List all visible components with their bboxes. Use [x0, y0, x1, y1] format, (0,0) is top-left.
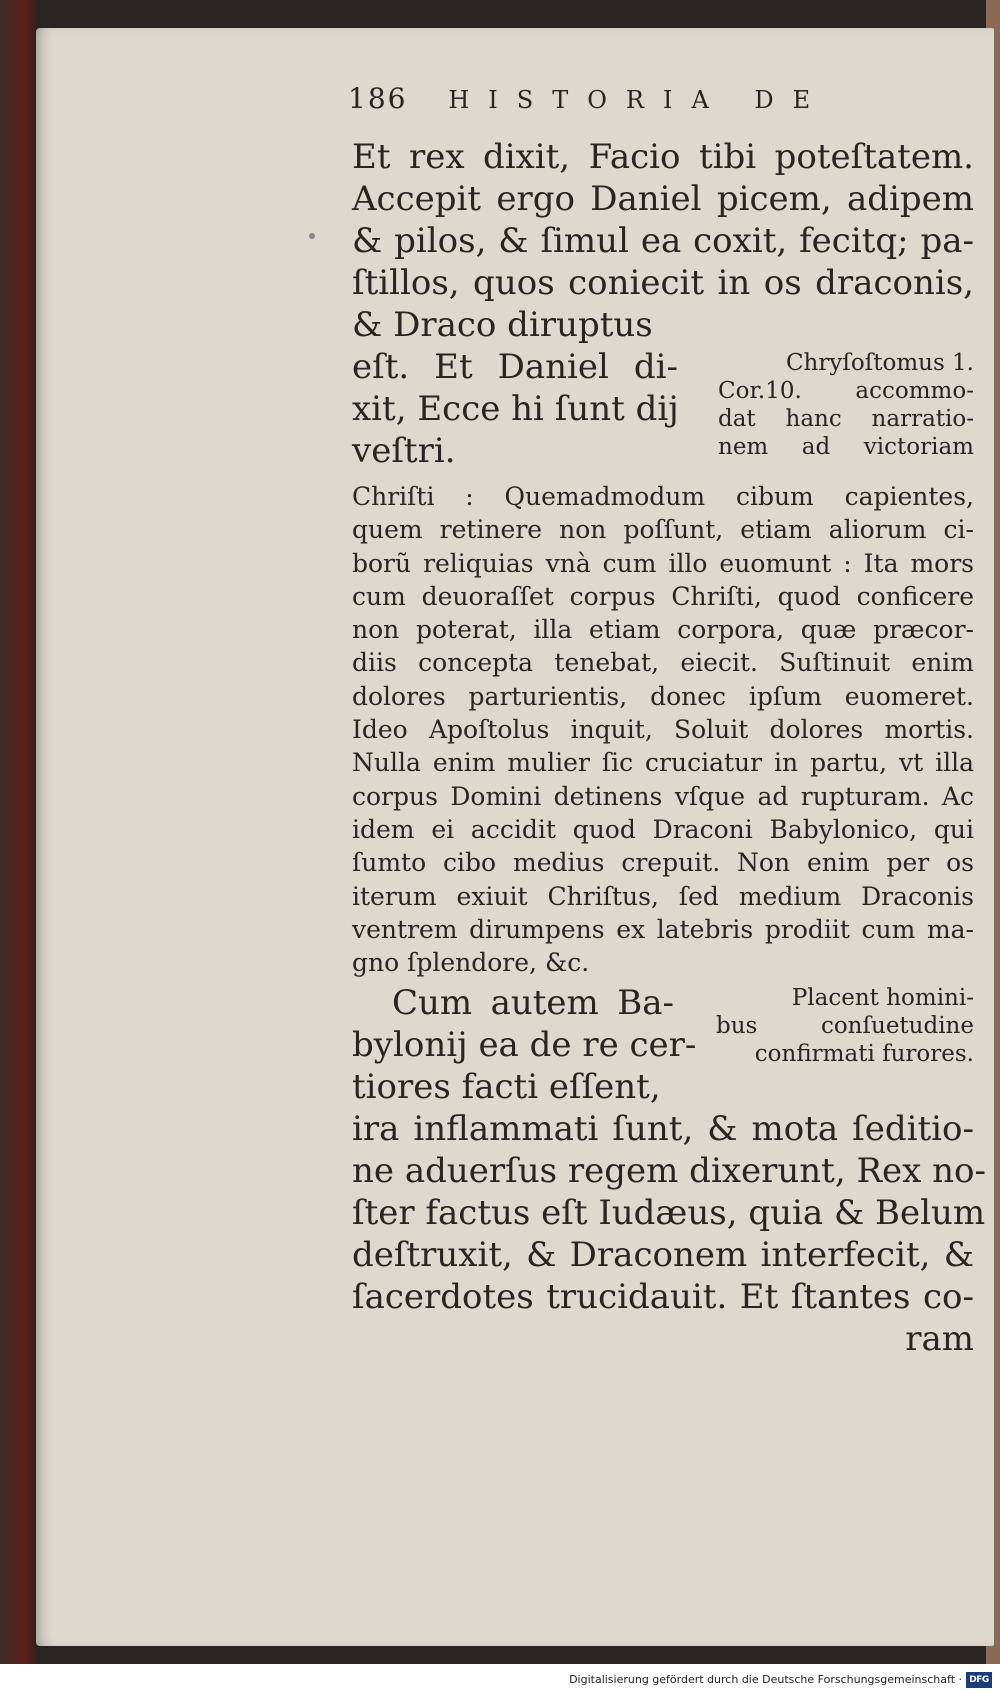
text-line: Et rex dixit, Facio tibi poteſtatem. [352, 137, 974, 177]
text-line: eſt. Et Daniel di- [352, 347, 678, 387]
text-line: deſtruxit, & Draconem interfecit, & [352, 1235, 974, 1275]
note-line: bus conſuetudine [716, 1013, 974, 1039]
text-line: bylonij ea de re cer- [352, 1025, 697, 1065]
paragraph-2 [352, 480, 974, 979]
paragraph-3 [352, 1108, 986, 1360]
text-line: tiores facti eſſent, [352, 1067, 661, 1107]
text-line: iterum exiuit Chriſtus, ſed medium Draconis [352, 881, 974, 911]
running-title: HISTORIA DE [448, 86, 830, 114]
text-line: veſtri. [352, 431, 456, 471]
text-line: ventrem dirumpens ex latebris prodiit cum ma- [352, 914, 974, 944]
text-line: xit, Ecce hi ſunt dij [352, 389, 679, 429]
text-line: idem ei accidit quod Draconi Babylonico, qui [352, 814, 974, 844]
note-line: confirmati furores. [754, 1041, 974, 1067]
margin-mark [309, 233, 315, 239]
text-line: dolores parturientis, donec ipſum euomeret. [352, 681, 974, 711]
text-line: Ideo Apoſtolus inquit, Soluit dolores mortis. [352, 715, 974, 745]
text-line: Cum autem Ba- [392, 983, 674, 1023]
text-line: Accepit ergo Daniel picem, adipem [352, 179, 974, 219]
digitization-footer [0, 1664, 1000, 1694]
paragraph-3-narrow [352, 982, 697, 1108]
paragraph-1 [352, 136, 974, 304]
text-line: ſacerdotes trucidauit. Et ſtantes co- [352, 1277, 974, 1317]
text-line: diis concepta tenebat, eiecit. Suſtinuit enim [352, 648, 974, 678]
page-number: 186 [348, 82, 408, 115]
note-line: Placent homini- [791, 985, 974, 1011]
text-line: quem retinere non poſſunt, etiam aliorum ci- [352, 515, 974, 545]
marginal-note-2 [716, 984, 974, 1068]
text-line: non poterat, illa etiam corpora, quæ præcor- [352, 615, 974, 645]
page-header [348, 82, 829, 115]
book-cover-edge [0, 0, 40, 1694]
text-line: gno ſplendore, &c. [352, 948, 590, 978]
text-line: ne aduerſus regem dixerunt, Rex no- [352, 1151, 986, 1191]
note-line: dat hanc narratio- [718, 406, 974, 432]
text-line: & pilos, & ſimul ea coxit, fecitq; pa- [352, 221, 974, 261]
note-line: nem ad victoriam [718, 434, 974, 460]
note-line: Cor.10. accommo- [718, 378, 974, 404]
text-line: ſumto cibo medius crepuit. Non enim per os [352, 848, 974, 878]
text-line: corpus Domini detinens vſque ad rupturam. Ac [352, 781, 974, 811]
text-line: Chriſti : Quemadmodum cibum capientes, [352, 482, 974, 511]
text-line: ira inflammati ſunt, & mota ſeditio- [352, 1109, 974, 1149]
paragraph-1-narrow [352, 304, 678, 472]
text-line: ſter factus eſt Iudæus, quia & Belum [352, 1193, 986, 1233]
text-line: borũ reliquias vnà cum illo euomunt : Ita mors [352, 548, 974, 578]
note-line: Chryſoſtomus 1. [785, 350, 974, 376]
text-line: Nulla enim mulier ſic cruciatur in partu, vt illa [352, 748, 974, 778]
text-line: & Draco diruptus [352, 305, 653, 345]
dfg-logo: DFG [966, 1672, 992, 1688]
marginal-note-1 [718, 349, 974, 461]
text-line: ſtillos, quos coniecit in os draconis, [352, 263, 974, 303]
catchword: ram [905, 1319, 974, 1359]
text-line: cum deuoraſſet corpus Chriſti, quod conficere [352, 581, 974, 611]
footer-credit: Digitalisierung gefördert durch die Deutsche Forschungsgemeinschaft · [569, 1673, 962, 1686]
